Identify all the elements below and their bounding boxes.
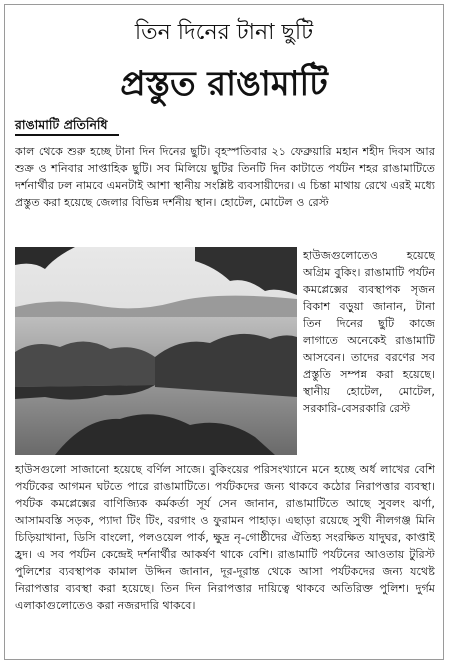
byline: রাঙামাটি প্রতিনিধি: [15, 117, 108, 132]
main-headline: প্রস্তুত রাঙামাটি: [120, 64, 328, 104]
newspaper-clipping: [4, 4, 444, 660]
article-paragraph-top: কাল থেকে শুরু হচ্ছে টানা দিন দিনের ছুটি। বৃহস্পতিবার ২১ ফেব্রুয়ারি মহান শহীদ দিবস আর শুক্র ও শনিবার সাপ্তাহিক ছুটি। সব মিলিয়ে ছুটির তিনটি দিন কাটাতে পর্যটন শহর রাঙামাটিতে দর্শনার্থীর ঢল নামবে এমনটাই আশা স্থানীয় সংশ্লিষ্ট ব্যবসায়ীদের। এ চিন্তা মাথায় রেখে এরই মধ্যে প্রস্তুত করা হয়েছে জেলার বিভিন্ন দর্শনীয় স্থান। হোটেল, মোটেল ও রেস্ট: [15, 145, 435, 209]
byline-underline: [15, 134, 119, 136]
article-paragraph-bottom: হাউসগুলো সাজানো হয়েছে বর্ণিল সাজে। বুকিংয়ের পরিসংখ্যানে মনে হচ্ছে অর্ধ লাখের বেশি পর্যটকের আগমন ঘটতে পারে রাঙামাটিতে। পর্যটকদের জন্য থাকবে কঠোর নিরাপত্তার ব্যবস্থা। পর্যটক কমপ্লেক্সের বাণিজ্যিক কর্মকর্তা সূর্য সেন জানান, রাঙামাটিতে আছে সুবলং ঝর্ণা, আসামবস্তি সড়ক, প্যাদা টিং টিং, বরগাং ও ফুরামন পাহাড়। এছাড়া রয়েছে সুখী নীলগঞ্জ মিনি চিড়িয়াখানা, ডিসি বাংলো, পলওয়েল পার্ক, ক্ষুদ্র নৃ-গোষ্ঠীদের ঐতিহ্য সংরক্ষিত যাদুঘর, কাপ্তাই হ্রদ। এ সব পর্যটন কেন্দ্রেই দর্শনার্থীর আকর্ষণ থাকে বেশি। রাঙামাটি পর্যটনের আওতায় টুরিস্ট পুলিশের ব্যবস্থাপক কামাল উদ্দিন জানান, দূর-দূরান্ত থেকে আসা পর্যটকদের জন্য যথেষ্ট নিরাপত্তার ব্যবস্থা করা হয়েছে। তিন দিন নিরাপত্তার দায়িত্বে থাকবে অতিরিক্ত পুলিশ। দুর্গম এলাকাগুলোতেও করা নজরদারি থাকবে।: [15, 463, 435, 612]
lake-landscape-photo: [15, 247, 297, 455]
kicker-headline: তিন দিনের টানা ছুটি: [134, 20, 314, 45]
article-paragraph-side: হাউজগুলোতেও হয়েছে অগ্রিম বুকিং। রাঙামাটি পর্যটন কমপ্লেক্সের ব্যবস্থাপক সৃজন বিকাশ বড়ুয়া জানান, টানা তিন দিনের ছুটি কাজে লাগাতে অনেকেই রাঙামাটি আসবেন। তাদের বরণের সব প্রস্তুতি সম্পন্ন করা হয়েছে। স্থানীয় হোটেল, মোটেল, সরকারি-বেসরকারি রেস্ট: [303, 249, 435, 415]
